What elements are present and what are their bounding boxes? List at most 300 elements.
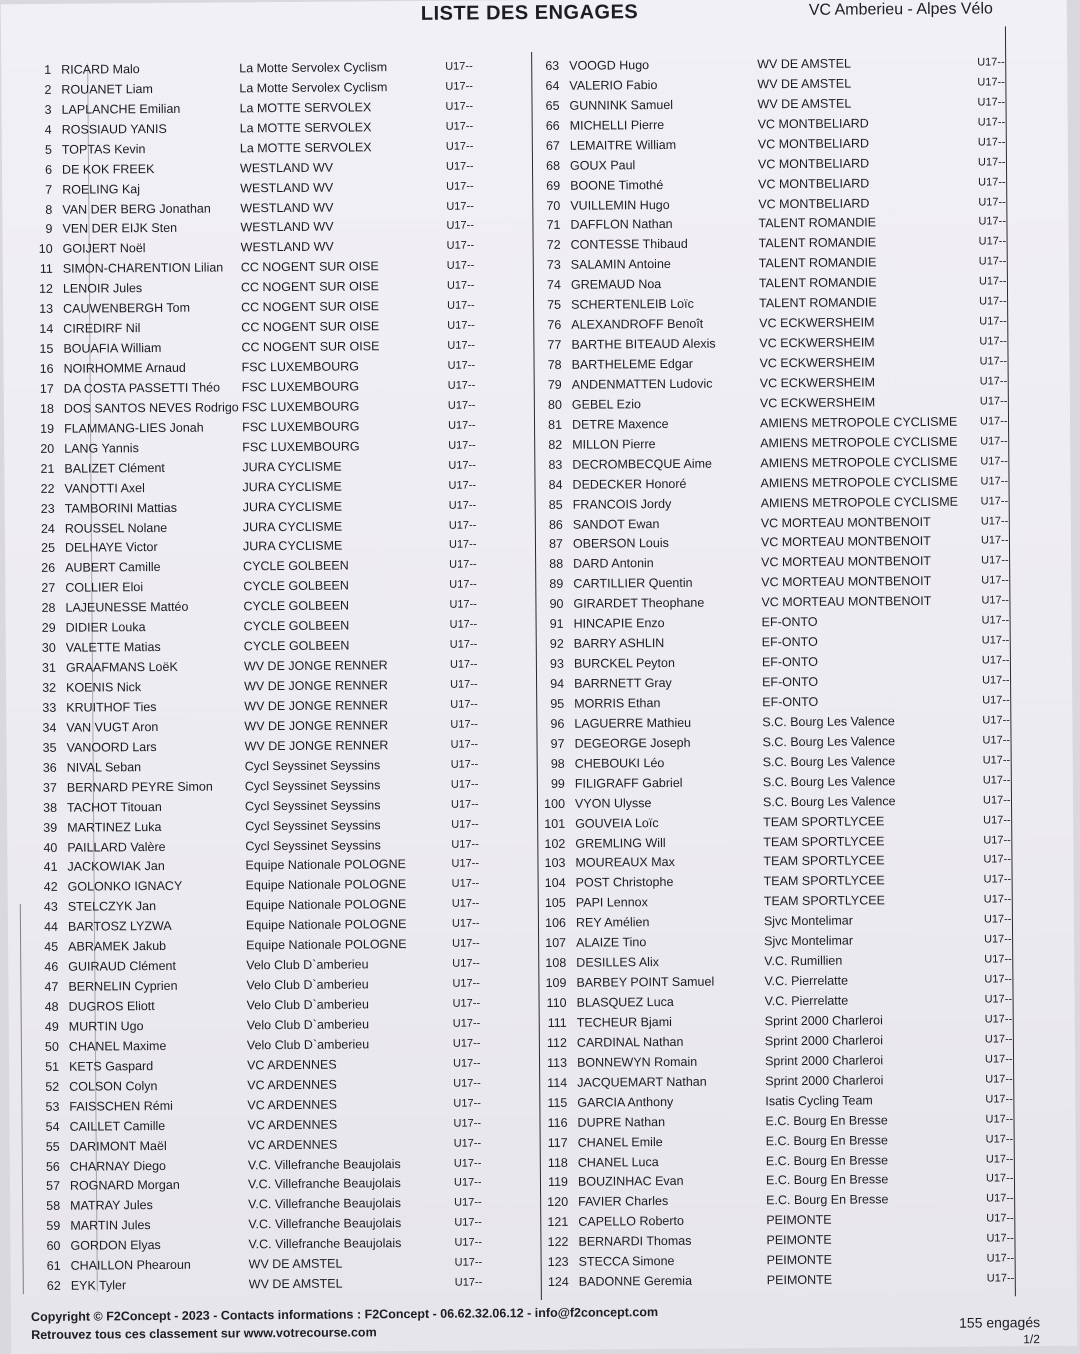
category: U17--: [450, 738, 479, 751]
rider-name: ALEXANDROFF Benoît: [571, 316, 704, 332]
category: U17--: [977, 96, 1006, 109]
entry-number: 92: [549, 636, 564, 652]
team-name: WV DE AMSTEL: [757, 76, 852, 92]
team-name: EF-ONTO: [762, 674, 819, 690]
team-name: Sjvc Montelimar: [763, 913, 853, 929]
category: U17--: [985, 1132, 1014, 1146]
rider-name: BURCKEL Peyton: [573, 656, 675, 671]
rider-name: DE KOK FREEK: [61, 161, 155, 177]
team-name: La MOTTE SERVOLEX: [239, 100, 372, 116]
entry-number: 97: [550, 736, 565, 751]
rider-name: DARD Antonin: [573, 556, 654, 572]
team-name: CYCLE GOLBEEN: [243, 598, 350, 614]
team-name: EF-ONTO: [762, 694, 819, 710]
entry-number: 42: [43, 880, 58, 895]
entry-number: 98: [550, 756, 565, 771]
team-name: Cycl Seyssinet Seyssins: [244, 758, 381, 774]
category: U17--: [447, 399, 476, 412]
entry-number: 2: [44, 82, 52, 97]
rider-name: GREMLING Will: [575, 835, 666, 851]
rider-name: BERNELIN Cyprien: [68, 978, 178, 994]
category: U17--: [451, 917, 480, 930]
team-name: S.C. Bourg Les Valence: [762, 773, 896, 789]
category: U17--: [452, 937, 480, 950]
rider-name: ROGNARD Morgan: [69, 1178, 180, 1194]
entry-number: 75: [547, 298, 562, 313]
category: U17--: [985, 1112, 1014, 1126]
rider-name: DOS SANTOS NEVES Rodrigo: [63, 400, 239, 416]
team-name: Cycl Seyssinet Seyssins: [245, 837, 381, 853]
rider-name: HINCAPIE Enzo: [573, 616, 665, 631]
rider-name: BARTOSZ LYZWA: [67, 919, 172, 934]
team-name: Sjvc Montelimar: [764, 933, 854, 949]
entry-number: 63: [545, 58, 560, 73]
rider-name: LENOIR Jules: [62, 281, 143, 297]
team-name: VC MORTEAU MONTBENOIT: [760, 514, 931, 530]
rider-name: CHANEL Maxime: [68, 1038, 167, 1054]
entry-number: 77: [547, 337, 562, 353]
rider-name: ROSSIAUD YANIS: [61, 121, 167, 137]
category: U17--: [980, 514, 1009, 528]
entry-number: 93: [549, 656, 564, 672]
category: U17--: [984, 1033, 1013, 1046]
team-name: VC ECKWERSHEIM: [759, 395, 876, 411]
entry-number: 85: [548, 497, 563, 512]
team-name: TALENT ROMANDIE: [758, 215, 877, 231]
rider-name: CHEBOUKI Léo: [574, 755, 665, 771]
category: U17--: [454, 1256, 483, 1269]
team-name: Velo Club D`amberieu: [246, 977, 369, 993]
team-name: Equipe Nationale POLOGNE: [245, 917, 407, 933]
category: U17--: [448, 459, 476, 472]
rider-name: VEN DER EIJK Sten: [62, 221, 178, 237]
entry-row: [31, 1272, 535, 1296]
team-name: WESTLAND WV: [239, 160, 334, 175]
entry-number: 70: [546, 198, 561, 213]
rider-name: FLAMMANG-LIES Jonah: [63, 420, 204, 436]
team-name: V.C. Villefranche Beaujolais: [248, 1236, 402, 1252]
category: U17--: [450, 698, 478, 711]
rider-name: OBERSON Louis: [572, 536, 669, 552]
entry-number: 120: [547, 1195, 569, 1210]
team-name: S.C. Bourg Les Valence: [762, 753, 896, 770]
team-name: VC MORTEAU MONTBENOIT: [761, 594, 932, 610]
team-name: Sprint 2000 Charleroi: [765, 1073, 884, 1089]
category: U17--: [981, 614, 1010, 627]
rider-name: MARTIN Jules: [70, 1218, 151, 1234]
category: U17--: [446, 219, 475, 233]
entry-number: 65: [545, 98, 560, 113]
entry-number: 14: [39, 321, 54, 337]
category: U17--: [977, 76, 1005, 89]
rider-name: MILLON Pierre: [572, 436, 656, 452]
entry-number: 82: [548, 437, 563, 452]
category: U17--: [986, 1272, 1015, 1285]
category: U17--: [978, 275, 1007, 288]
rider-name: TAMBORINI Mattias: [64, 500, 178, 516]
entry-number: 51: [45, 1059, 60, 1074]
rider-name: VALERIO Fabio: [569, 77, 658, 93]
category: U17--: [978, 215, 1007, 229]
rider-name: DUGROS Eliott: [68, 999, 155, 1014]
category: U17--: [978, 195, 1006, 209]
rider-name: GOLONKO IGNACY: [67, 879, 183, 895]
entry-number: 59: [46, 1219, 61, 1234]
entry-number: 37: [42, 780, 57, 795]
team-name: S.C. Bourg Les Valence: [762, 714, 895, 730]
entry-number: 83: [548, 457, 563, 472]
entry-number: 88: [549, 557, 564, 572]
rider-name: COLLIER Eloi: [65, 580, 144, 596]
team-name: VC MONTBELIARD: [758, 175, 870, 191]
entry-number: 47: [44, 979, 59, 994]
team-name: EF-ONTO: [761, 615, 818, 630]
team-name: Cycl Seyssinet Seyssins: [244, 797, 381, 813]
team-name: WESTLAND WV: [240, 240, 334, 255]
entry-number: 43: [43, 900, 58, 915]
team-name: Velo Club D`amberieu: [246, 1017, 370, 1033]
rider-name: TECHEUR Bjami: [576, 1014, 672, 1030]
team-name: TEAM SPORTLYCEE: [763, 833, 885, 849]
rider-name: PAILLARD Valère: [67, 839, 166, 855]
category: U17--: [453, 1117, 482, 1130]
rider-name: GOUVEIA Loïc: [575, 815, 659, 831]
team-name: FSC LUXEMBOURG: [241, 359, 360, 375]
team-name: S.C. Bourg Les Valence: [762, 793, 896, 809]
category: U17--: [980, 474, 1009, 488]
rider-name: DETRE Maxence: [571, 416, 669, 432]
category: U17--: [449, 638, 478, 651]
category: U17--: [979, 295, 1007, 308]
team-name: JURA CYCLISME: [242, 519, 343, 534]
team-name: Sprint 2000 Charleroi: [764, 1033, 884, 1049]
entry-number: 66: [545, 118, 560, 133]
rider-name: NIVAL Seban: [66, 759, 142, 775]
category: U17--: [980, 435, 1008, 448]
entry-number: 29: [41, 621, 56, 636]
rider-name: VUILLEMIN Hugo: [570, 197, 670, 213]
entry-number: 109: [545, 975, 567, 991]
category: U17--: [985, 1172, 1014, 1185]
rider-name: SANDOT Ewan: [572, 516, 660, 532]
entry-number: 8: [45, 202, 53, 217]
rider-name: BLASQUEZ Luca: [576, 994, 674, 1010]
team-name: V.C. Villefranche Beaujolais: [248, 1216, 402, 1232]
rider-name: DUPRE Nathan: [577, 1114, 666, 1130]
team-name: TEAM SPORTLYCEE: [763, 873, 885, 889]
rider-name: BARTHE BITEAUD Alexis: [571, 336, 716, 352]
team-name: E.C. Bourg En Bresse: [765, 1152, 889, 1168]
team-name: WV DE AMSTEL: [757, 56, 852, 72]
rider-name: KETS Gaspard: [69, 1058, 154, 1074]
team-name: Velo Club D`amberieu: [246, 1037, 370, 1053]
column-rule: [20, 904, 24, 1294]
rider-name: GEBEL Ezio: [571, 397, 641, 412]
category: U17--: [979, 335, 1007, 348]
entry-number: 28: [41, 601, 56, 616]
document-title: LISTE DES ENGAGES: [420, 1, 639, 25]
rider-name: EYK Tyler: [70, 1278, 127, 1293]
rider-name: VAN VUGT Aron: [66, 719, 159, 735]
rider-name: CHAILLON Phearoun: [70, 1257, 191, 1273]
category: U17--: [450, 758, 479, 771]
entry-row: [541, 1268, 1037, 1292]
team-name: Sprint 2000 Charleroi: [764, 1053, 884, 1069]
team-name: La MOTTE SERVOLEX: [239, 120, 372, 136]
category: U17--: [984, 1013, 1013, 1026]
rider-name: VAN DER BERG Jonathan: [62, 201, 211, 217]
entry-number: 116: [547, 1115, 568, 1130]
team-name: Velo Club D`amberieu: [246, 997, 369, 1013]
entry-number: 96: [550, 716, 565, 731]
category: U17--: [449, 658, 478, 671]
team-name: WESTLAND WV: [240, 180, 334, 195]
entry-number: 25: [41, 541, 56, 556]
entry-number: 105: [544, 896, 566, 911]
entries-column-right: [531, 52, 1037, 1292]
team-name: E.C. Bourg En Bresse: [766, 1192, 889, 1208]
team-name: V.C. Villefranche Beaujolais: [248, 1196, 402, 1212]
category: U17--: [449, 558, 477, 572]
entry-number: 48: [44, 999, 59, 1014]
rider-name: LANG Yannis: [64, 440, 139, 456]
category: U17--: [451, 897, 480, 911]
category: U17--: [447, 339, 475, 352]
team-name: Equipe Nationale POLOGNE: [246, 937, 407, 953]
entry-number: 24: [40, 521, 55, 536]
category: U17--: [983, 913, 1012, 926]
rider-name: CHANEL Emile: [577, 1134, 663, 1150]
category: U17--: [977, 116, 1006, 129]
category: U17--: [980, 534, 1009, 547]
category: U17--: [982, 714, 1010, 727]
team-name: FSC LUXEMBOURG: [242, 439, 360, 455]
rider-name: AUBERT Camille: [65, 560, 161, 576]
entry-number: 44: [44, 920, 59, 935]
rider-name: VANOORD Lars: [66, 739, 157, 755]
category: U17--: [985, 1093, 1013, 1106]
category: U17--: [446, 279, 475, 292]
category: U17--: [979, 375, 1008, 388]
rider-name: CONTESSE Thibaud: [570, 237, 688, 253]
team-name: VC ARDENNES: [247, 1097, 338, 1113]
category: U17--: [454, 1216, 482, 1230]
category: U17--: [453, 1097, 481, 1110]
team-name: CYCLE GOLBEEN: [243, 578, 349, 594]
entry-number: 80: [547, 397, 562, 412]
rider-name: MOUREAUX Max: [575, 855, 675, 871]
team-name: CYCLE GOLBEEN: [243, 638, 350, 654]
team-name: VC ECKWERSHEIM: [759, 315, 875, 331]
category: U17--: [453, 1057, 481, 1070]
rider-name: DELHAYE Victor: [64, 540, 158, 556]
category: U17--: [985, 1152, 1014, 1166]
category: U17--: [977, 56, 1005, 69]
rider-name: GORDON Elyas: [70, 1238, 161, 1253]
team-name: WV DE AMSTEL: [757, 96, 852, 112]
rider-name: BONNEWYN Romain: [576, 1054, 698, 1070]
entry-number: 30: [41, 640, 56, 656]
team-name: TEAM SPORTLYCEE: [763, 813, 885, 829]
team-name: CC NOGENT SUR OISE: [241, 339, 380, 355]
category: U17--: [451, 877, 480, 891]
entry-number: 64: [545, 78, 560, 93]
rider-name: DIDIER Louka: [65, 620, 146, 635]
entry-number: 46: [44, 959, 59, 975]
entry-number: 79: [547, 377, 562, 392]
category: U17--: [446, 259, 475, 273]
category: U17--: [977, 155, 1006, 169]
rider-name: LAGUERRE Mathieu: [574, 715, 692, 731]
rider-name: PAPI Lennox: [575, 895, 648, 911]
rider-name: JACKOWIAK Jan: [67, 859, 165, 875]
rider-name: CAUWENBERGH Tom: [63, 300, 191, 316]
rider-name: RICARD Malo: [61, 62, 140, 77]
entry-number: 67: [545, 138, 560, 153]
rider-name: LEMAITRE William: [569, 137, 677, 153]
rider-name: MATRAY Jules: [70, 1198, 153, 1214]
category: U17--: [983, 853, 1012, 866]
team-name: WESTLAND WV: [240, 200, 334, 215]
category: U17--: [446, 239, 475, 253]
team-name: VC ECKWERSHEIM: [759, 355, 875, 371]
team-name: WV DE AMSTEL: [248, 1256, 343, 1272]
category: U17--: [453, 1156, 482, 1170]
category: U17--: [452, 957, 480, 970]
category: U17--: [980, 494, 1009, 508]
rider-name: GARCIA Anthony: [577, 1094, 674, 1110]
team-name: WV DE JONGE RENNER: [243, 658, 388, 674]
entry-number: 110: [546, 995, 567, 1010]
team-name: JURA CYCLISME: [242, 459, 342, 475]
team-name: E.C. Bourg En Bresse: [765, 1132, 888, 1148]
rider-name: GUIRAUD Clément: [68, 959, 177, 974]
entry-number: 76: [547, 317, 562, 333]
rider-name: DA COSTA PASSETTI Théo: [63, 380, 221, 396]
category: U17--: [984, 973, 1012, 986]
rider-name: NOIRHOMME Arnaud: [63, 360, 186, 376]
rider-name: MARTINEZ Luka: [67, 819, 162, 835]
category: U17--: [982, 694, 1010, 707]
footer-copyright: Copyright © F2Concept - 2023 - Contacts informations : F2Concept - 06.62.32.06.12 - info@f2concept.com: [30, 1305, 659, 1325]
team-name: E.C. Bourg En Bresse: [765, 1172, 889, 1188]
entry-number: 35: [42, 740, 57, 755]
category: U17--: [449, 618, 478, 631]
entry-number: 18: [39, 401, 54, 416]
rider-name: DEDECKER Honoré: [572, 476, 687, 492]
entry-number: 72: [546, 238, 561, 253]
entry-list-sheet: [1, 0, 1078, 1354]
rider-name: DEGEORGE Joseph: [574, 735, 691, 751]
rider-name: REY Amélien: [575, 915, 650, 930]
rider-name: CHARNAY Diego: [69, 1158, 167, 1174]
rider-name: VYON Ulysse: [574, 795, 652, 811]
rider-name: MICHELLI Pierre: [569, 117, 665, 133]
category: U17--: [981, 574, 1009, 587]
entry-number: 6: [45, 162, 53, 177]
entry-number: 81: [548, 417, 563, 432]
entry-number: 106: [545, 916, 567, 931]
entry-number: 26: [41, 561, 56, 576]
rider-name: JACQUEMART Nathan: [577, 1074, 707, 1090]
entry-number: 53: [45, 1099, 60, 1114]
category: U17--: [454, 1196, 482, 1210]
entry-number: 16: [39, 361, 54, 376]
team-name: FSC LUXEMBOURG: [241, 379, 360, 395]
category: U17--: [447, 419, 476, 432]
rider-name: ROELING Kaj: [62, 181, 141, 197]
rider-name: CHANEL Luca: [577, 1154, 659, 1170]
category: U17--: [981, 554, 1009, 567]
entry-number: 41: [43, 860, 58, 875]
rider-name: BERNARD PEYRE Simon: [66, 779, 213, 795]
entry-number: 9: [45, 222, 53, 237]
entry-number: 118: [547, 1155, 568, 1170]
team-name: Equipe Nationale POLOGNE: [245, 877, 407, 893]
team-name: PEIMONTE: [766, 1252, 832, 1268]
category: U17--: [448, 538, 477, 552]
category: U17--: [983, 873, 1012, 886]
team-name: CC NOGENT SUR OISE: [240, 279, 379, 295]
category: U17--: [986, 1192, 1014, 1205]
team-name: VC MORTEAU MONTBENOIT: [761, 574, 932, 590]
team-name: VC MONTBELIARD: [757, 156, 870, 171]
entry-number: 40: [43, 840, 58, 855]
category: U17--: [446, 180, 474, 193]
entry-number: 94: [550, 676, 565, 691]
rider-name: BADONNE Geremia: [578, 1273, 693, 1289]
category: U17--: [452, 977, 480, 990]
rider-name: STELCZYK Jan: [67, 899, 157, 915]
rider-name: GREMAUD Noa: [570, 277, 662, 293]
rider-name: DARIMONT Maël: [69, 1138, 167, 1154]
entry-number: 7: [45, 182, 53, 197]
rider-name: GOUX Paul: [569, 157, 636, 173]
team-name: AMIENS METROPOLE CYCLISME: [760, 454, 958, 470]
rider-name: CAPELLO Roberto: [578, 1214, 684, 1230]
rider-name: TOPTAS Kevin: [61, 141, 146, 157]
rider-name: BOONE Timothé: [570, 177, 664, 193]
team-name: TEAM SPORTLYCEE: [763, 853, 885, 869]
team-name: PEIMONTE: [766, 1232, 832, 1248]
category: U17--: [452, 1017, 481, 1030]
category: U17--: [454, 1236, 483, 1249]
category: U17--: [982, 734, 1011, 747]
rider-name: BARTHELEME Edgar: [571, 356, 693, 372]
team-name: WV DE JONGE RENNER: [244, 698, 389, 714]
rider-name: BERNARDI Thomas: [578, 1234, 692, 1249]
category: U17--: [446, 200, 474, 213]
category: U17--: [984, 933, 1012, 946]
category: U17--: [982, 793, 1011, 807]
entry-number: 33: [42, 700, 57, 715]
team-name: CYCLE GOLBEEN: [243, 618, 350, 634]
category: U17--: [983, 813, 1011, 827]
team-name: La Motte Servolex Cyclism: [239, 60, 388, 76]
category: U17--: [450, 678, 478, 691]
entry-number: 56: [45, 1159, 60, 1174]
entry-number: 11: [39, 262, 53, 277]
team-name: TALENT ROMANDIE: [759, 295, 877, 311]
category: U17--: [453, 1176, 482, 1190]
rider-name: SALAMIN Antoine: [570, 257, 671, 273]
category: U17--: [450, 778, 479, 791]
category: U17--: [978, 235, 1007, 248]
category: U17--: [448, 499, 477, 512]
team-name: Isatis Cycling Team: [765, 1093, 873, 1108]
entry-number: 3: [44, 102, 52, 117]
rider-name: COLSON Colyn: [69, 1078, 158, 1094]
